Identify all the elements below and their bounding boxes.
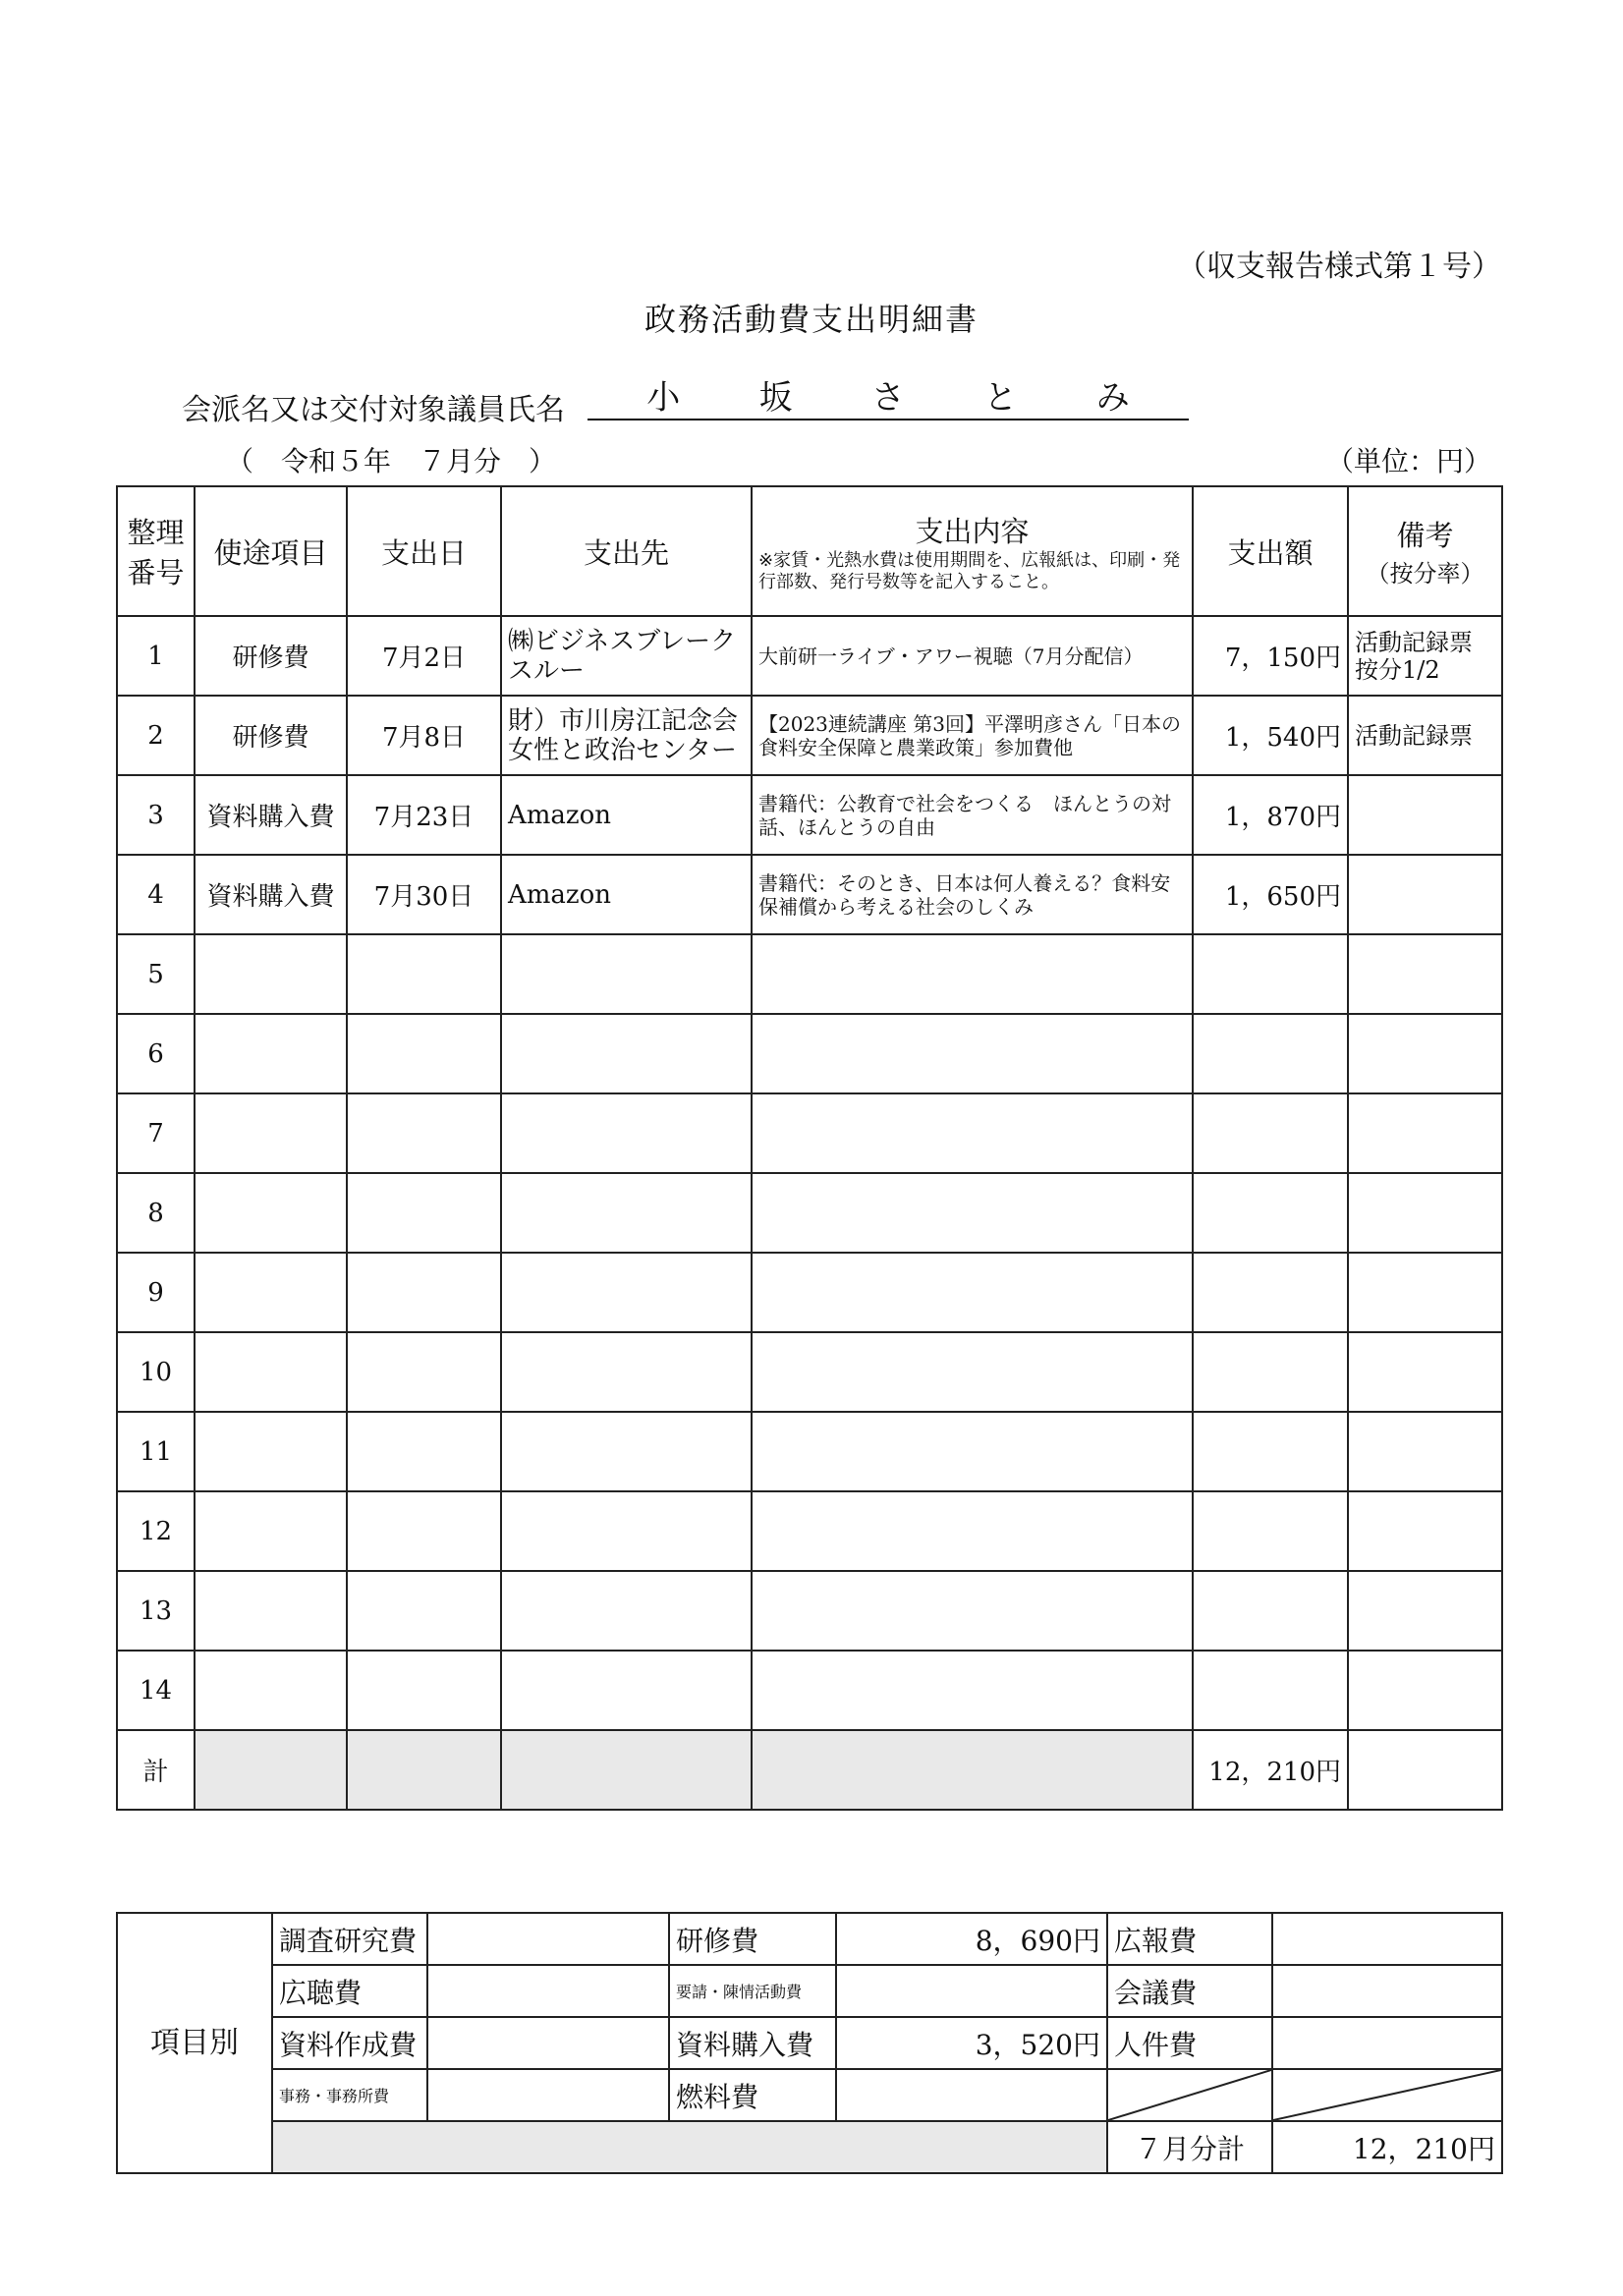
member-name-char: と <box>983 378 1018 418</box>
table-row <box>117 1571 1502 1651</box>
document-title: 政務活動費支出明細書 <box>644 301 979 338</box>
row-category <box>195 1173 347 1253</box>
summary-value: 8，690円 <box>836 1913 1107 1965</box>
summary-row <box>117 2069 1502 2121</box>
row-remarks: 活動記録票按分1/2 <box>1348 616 1502 696</box>
row-amount <box>1193 1253 1348 1332</box>
row-amount <box>1193 1332 1348 1412</box>
row-payee <box>501 1412 752 1491</box>
summary-label: 調査研究費 <box>272 1913 427 1965</box>
row-payee <box>501 1173 752 1253</box>
row-number: 10 <box>117 1332 195 1412</box>
row-content <box>752 1651 1193 1730</box>
row-payee <box>501 1253 752 1332</box>
header-content <box>752 486 1193 616</box>
header-content-title: 支出内容 <box>915 514 1030 548</box>
summary-label: 資料作成費 <box>272 2017 427 2069</box>
table-row <box>117 1253 1502 1332</box>
row-category <box>195 1093 347 1173</box>
row-remarks <box>1348 1332 1502 1412</box>
row-remarks <box>1348 1571 1502 1651</box>
table-row <box>117 1014 1502 1093</box>
row-number: 1 <box>117 616 195 696</box>
row-date <box>347 1253 501 1332</box>
row-date <box>347 1571 501 1651</box>
table-row <box>117 775 1502 855</box>
row-category <box>195 1014 347 1093</box>
summary-row <box>117 1913 1502 1965</box>
summary-value <box>1272 1913 1502 1965</box>
table-row <box>117 1412 1502 1491</box>
row-category <box>195 1332 347 1412</box>
row-remarks <box>1348 934 1502 1014</box>
member-name-char: 小 <box>646 378 681 418</box>
row-number: 8 <box>117 1173 195 1253</box>
crossed-out-cell <box>1272 2069 1502 2121</box>
table-row <box>117 616 1502 696</box>
month-total-amount: 12，210円 <box>1272 2121 1502 2173</box>
crossed-out-cell <box>1107 2069 1272 2121</box>
row-content <box>752 1571 1193 1651</box>
row-amount: 7，150円 <box>1193 616 1348 696</box>
total-blank <box>501 1730 752 1810</box>
row-number: 2 <box>117 696 195 775</box>
row-payee <box>501 934 752 1014</box>
row-payee <box>501 1093 752 1173</box>
row-date <box>347 1173 501 1253</box>
diagonal-strike-line <box>1108 2070 1271 2120</box>
summary-row <box>117 1965 1502 2017</box>
row-date <box>347 1651 501 1730</box>
diagonal-strike-line <box>1273 2070 1501 2120</box>
row-number: 14 <box>117 1651 195 1730</box>
row-date <box>347 1412 501 1491</box>
row-remarks <box>1348 1651 1502 1730</box>
total-blank <box>195 1730 347 1810</box>
summary-value <box>427 2069 669 2121</box>
row-remarks <box>1348 1253 1502 1332</box>
member-name <box>588 379 1189 420</box>
row-amount: 1，650円 <box>1193 855 1348 934</box>
header-payee: 支出先 <box>501 486 752 616</box>
row-number: 6 <box>117 1014 195 1093</box>
row-content <box>752 934 1193 1014</box>
table-row <box>117 1173 1502 1253</box>
row-date <box>347 1491 501 1571</box>
row-content <box>752 1332 1193 1412</box>
row-category: 研修費 <box>195 616 347 696</box>
row-amount: 1，540円 <box>1193 696 1348 775</box>
summary-row <box>117 2121 1502 2173</box>
row-category <box>195 1253 347 1332</box>
header-remarks-title: 備考 <box>1396 519 1454 552</box>
row-remarks: 活動記録票 <box>1348 696 1502 775</box>
header-no: 整理番号 <box>117 486 195 616</box>
summary-label: 会議費 <box>1107 1965 1272 2017</box>
total-amount: 12，210円 <box>1193 1730 1348 1810</box>
row-number: 13 <box>117 1571 195 1651</box>
month-total-label: ７月分計 <box>1107 2121 1272 2173</box>
member-label: 会派名又は交付対象議員氏名 <box>182 393 565 427</box>
row-category <box>195 1651 347 1730</box>
summary-label: 要請・陳情活動費 <box>669 1965 836 2017</box>
row-remarks <box>1348 1412 1502 1491</box>
summary-label: 研修費 <box>669 1913 836 1965</box>
row-amount <box>1193 1571 1348 1651</box>
row-remarks <box>1348 775 1502 855</box>
row-category <box>195 1491 347 1571</box>
row-content: 大前研一ライブ・アワー視聴（7月分配信） <box>752 616 1193 696</box>
header-category: 使途項目 <box>195 486 347 616</box>
row-content <box>752 1173 1193 1253</box>
row-payee: 財）市川房江記念会女性と政治センター <box>501 696 752 775</box>
row-payee <box>501 1491 752 1571</box>
summary-group-label: 項目別 <box>117 1913 272 2173</box>
row-date <box>347 1014 501 1093</box>
row-date: 7月2日 <box>347 616 501 696</box>
row-category: 資料購入費 <box>195 775 347 855</box>
summary-value <box>1272 1965 1502 2017</box>
row-number: 4 <box>117 855 195 934</box>
row-content <box>752 1093 1193 1173</box>
total-row <box>117 1730 1502 1810</box>
row-content <box>752 1412 1193 1491</box>
report-period: （ 令和５年 ７月分 ） <box>226 445 557 477</box>
header-amount: 支出額 <box>1193 486 1348 616</box>
row-content <box>752 1491 1193 1571</box>
total-remarks <box>1348 1730 1502 1810</box>
row-category <box>195 1412 347 1491</box>
row-category: 研修費 <box>195 696 347 775</box>
row-number: 11 <box>117 1412 195 1491</box>
row-payee <box>501 1651 752 1730</box>
row-amount: 1，870円 <box>1193 775 1348 855</box>
row-remarks <box>1348 1491 1502 1571</box>
summary-value <box>836 2069 1107 2121</box>
row-content <box>752 1253 1193 1332</box>
summary-blank <box>272 2121 1107 2173</box>
summary-label: 人件費 <box>1107 2017 1272 2069</box>
table-row <box>117 696 1502 775</box>
total-label: 計 <box>117 1730 195 1810</box>
row-payee <box>501 1571 752 1651</box>
header-content-note: ※家賃・光熱水費は使用期間を、広報紙は、印刷・発行部数、発行号数等を記入すること。 <box>758 549 1181 592</box>
summary-label: 広報費 <box>1107 1913 1272 1965</box>
row-payee <box>501 1014 752 1093</box>
unit-label: （単位：円） <box>1326 445 1492 477</box>
header-remarks <box>1348 486 1502 616</box>
row-amount <box>1193 1014 1348 1093</box>
row-amount <box>1193 1651 1348 1730</box>
row-content: 【2023連続講座 第3回】平澤明彦さん「日本の食料安全保障と農業政策」参加費他 <box>752 696 1193 775</box>
summary-row <box>117 2017 1502 2069</box>
table-row <box>117 1491 1502 1571</box>
row-number: 5 <box>117 934 195 1014</box>
row-payee: ㈱ビジネスブレークスルー <box>501 616 752 696</box>
row-payee: Amazon <box>501 775 752 855</box>
row-remarks <box>1348 1014 1502 1093</box>
row-number: 9 <box>117 1253 195 1332</box>
row-number: 3 <box>117 775 195 855</box>
summary-value <box>427 1965 669 2017</box>
row-amount <box>1193 1412 1348 1491</box>
row-amount <box>1193 1491 1348 1571</box>
row-content: 書籍代：そのとき、日本は何人養える？食料安保補償から考える社会のしくみ <box>752 855 1193 934</box>
total-blank <box>347 1730 501 1810</box>
row-amount <box>1193 1173 1348 1253</box>
row-category <box>195 934 347 1014</box>
summary-value: 3，520円 <box>836 2017 1107 2069</box>
summary-value <box>427 2017 669 2069</box>
row-remarks <box>1348 855 1502 934</box>
row-date <box>347 1093 501 1173</box>
member-name-char: み <box>1095 378 1130 418</box>
summary-label: 事務・事務所費 <box>272 2069 427 2121</box>
row-content <box>752 1014 1193 1093</box>
table-row <box>117 1332 1502 1412</box>
row-date: 7月8日 <box>347 696 501 775</box>
table-row <box>117 1093 1502 1173</box>
summary-value <box>427 1913 669 1965</box>
row-number: 12 <box>117 1491 195 1571</box>
member-name-char: 坂 <box>758 378 793 418</box>
row-payee <box>501 1332 752 1412</box>
row-date: 7月30日 <box>347 855 501 934</box>
table-row <box>117 855 1502 934</box>
row-remarks <box>1348 1093 1502 1173</box>
summary-value <box>1272 2017 1502 2069</box>
total-blank <box>752 1730 1193 1810</box>
summary-label: 広聴費 <box>272 1965 427 2017</box>
row-content: 書籍代：公教育で社会をつくる ほんとうの対話、ほんとうの自由 <box>752 775 1193 855</box>
row-date: 7月23日 <box>347 775 501 855</box>
row-payee: Amazon <box>501 855 752 934</box>
row-amount <box>1193 1093 1348 1173</box>
row-remarks <box>1348 1173 1502 1253</box>
table-header-row <box>117 486 1502 616</box>
row-amount <box>1193 934 1348 1014</box>
table-row <box>117 1651 1502 1730</box>
summary-label: 資料購入費 <box>669 2017 836 2069</box>
header-date: 支出日 <box>347 486 501 616</box>
summary-value <box>836 1965 1107 2017</box>
row-date <box>347 1332 501 1412</box>
row-date <box>347 934 501 1014</box>
header-remarks-sub: （按分率） <box>1366 560 1484 588</box>
table-row <box>117 934 1502 1014</box>
summary-label: 燃料費 <box>669 2069 836 2121</box>
category-summary-table <box>116 1912 1503 2174</box>
row-category: 資料購入費 <box>195 855 347 934</box>
expense-table <box>116 485 1503 1811</box>
form-label: （収支報告様式第１号） <box>1177 250 1501 284</box>
row-category <box>195 1571 347 1651</box>
member-name-char: さ <box>870 378 905 418</box>
row-number: 7 <box>117 1093 195 1173</box>
